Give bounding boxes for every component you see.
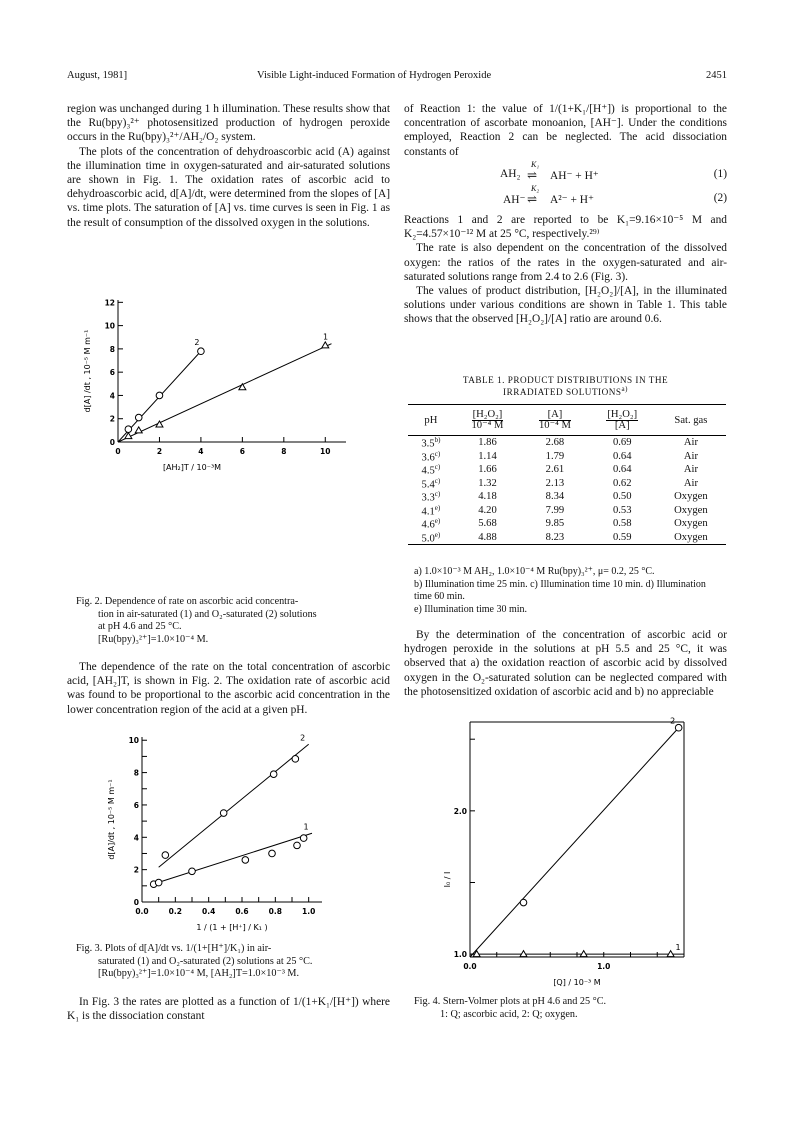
- series-label-1: 1: [303, 822, 309, 832]
- caption-line: [Ru(bpy)₃²⁺]=1.0×10⁻⁴ M.: [98, 633, 209, 645]
- cell-ratio-value: 0.64: [612, 464, 632, 476]
- x-tick-label: 1.0: [302, 907, 316, 916]
- cell-ph-value: 5.4: [421, 479, 435, 491]
- fit-line-2: [470, 728, 679, 957]
- cell-gas-value: Air: [683, 450, 698, 462]
- cell-gas-value: Oxygen: [674, 518, 708, 530]
- cell-h2o2: [454, 450, 521, 464]
- table-1-footnotes: [414, 566, 726, 616]
- cell-ratio: [589, 504, 656, 518]
- table-title-line: TABLE 1. PRODUCT DISTRIBUTIONS IN THE: [462, 375, 669, 385]
- cell-gas: [656, 450, 726, 464]
- cell-h2o2-value: 4.18: [478, 491, 497, 503]
- cell-gas: [656, 436, 726, 450]
- figure-3-caption: [76, 943, 386, 981]
- caption-line: 1: Q; ascorbic acid, 2: Q; oxygen.: [440, 1008, 578, 1020]
- paragraph: The dependence of the rate on the total concentration of ascorbic acid, [AH₂]T, is shown in Fig. 2. The oxidation rate of ascorbic acid was found to be proportional to the ascorbic acid concentration in the lower concentration region of the acid at a given pH.: [67, 661, 390, 716]
- y-axis-label: I₀ / I: [443, 871, 452, 888]
- col-header-a: [521, 405, 588, 436]
- cell-a-value: 7.99: [545, 504, 565, 516]
- x-tick-label: 0.2: [168, 907, 182, 916]
- table-row: [408, 517, 726, 531]
- x-tick-label: 10: [320, 447, 331, 456]
- cell-gas-value: Air: [683, 477, 698, 489]
- data-point-circle: [125, 426, 132, 433]
- cell-ratio-value: 0.53: [612, 504, 632, 516]
- header-num: [H₂O₂]: [607, 408, 638, 420]
- caption-line: Fig. 3. Plots of d[A]/dt vs. 1/(1+[H⁺]/K₁) in air-: [76, 943, 272, 954]
- header-issue-date: August, 1981]: [67, 70, 128, 81]
- paragraph: The rate is also dependent on the concentration of the dissolved oxygen: the ratios of the rates in the oxygen-saturated and air-saturated solutions range from 2.4 to 2.6 (Fig. 3).: [404, 242, 727, 283]
- cell-ph: [408, 463, 454, 477]
- y-tick-label: 2: [133, 865, 139, 875]
- cell-h2o2: [454, 490, 521, 504]
- running-header: [67, 70, 727, 86]
- data-point-circle: [294, 842, 301, 849]
- data-point-circle: [242, 857, 249, 864]
- y-tick-label: 1.0: [453, 950, 467, 960]
- cell-a: [521, 531, 588, 545]
- caption-line: Fig. 4. Stern-Volmer plots at pH 4.6 and 25 °C.: [414, 996, 607, 1007]
- cell-h2o2-value: 1.14: [478, 450, 497, 462]
- eq-left: AH⁻: [503, 194, 526, 206]
- x-tick-label: 6: [239, 447, 245, 456]
- table-1-title: [404, 375, 727, 397]
- cell-ph-footnote-mark: b): [434, 436, 441, 444]
- cell-a-value: 8.34: [545, 491, 565, 503]
- x-tick-label: 0.8: [268, 907, 282, 916]
- eq-number: (2): [713, 192, 727, 204]
- equilibrium-arrow-icon: ⇌: [527, 168, 538, 182]
- eq-right: AH⁻ + H⁺: [550, 170, 599, 182]
- cell-h2o2: [454, 477, 521, 491]
- cell-ratio-value: 0.64: [612, 450, 632, 462]
- series-label-2: 2: [670, 716, 676, 726]
- y-tick-label: 8: [133, 768, 139, 778]
- cell-ratio: [589, 490, 656, 504]
- x-tick-label: 1.0: [597, 962, 611, 971]
- x-tick-label: 0.4: [202, 907, 216, 916]
- cell-ph-footnote-mark: c): [434, 476, 441, 485]
- data-point-circle: [198, 348, 205, 355]
- cell-gas: [656, 504, 726, 518]
- x-axis-label: [Q] / 10⁻³ M: [553, 978, 601, 987]
- cell-ph: [408, 490, 454, 504]
- col-header-h2o2: [454, 405, 521, 436]
- header-den: 10⁻⁴ M: [471, 419, 504, 431]
- data-point-circle: [220, 810, 227, 817]
- cell-ph: [408, 436, 454, 450]
- cell-a-value: 2.61: [545, 464, 565, 476]
- col-header-ratio: [589, 405, 656, 436]
- cell-a: [521, 517, 588, 531]
- cell-h2o2-value: 1.66: [478, 464, 497, 476]
- cell-ph-value: 3.3: [421, 492, 435, 504]
- x-tick-label: 0.0: [463, 962, 477, 971]
- series-label-1: 1: [322, 332, 329, 342]
- cell-ph-footnote-mark: c): [434, 449, 441, 458]
- cell-a: [521, 490, 588, 504]
- paragraph: The values of product distribution, [H₂O₂]/[A], in the illuminated solutions under various conditions are shown in Table 1. This table shows that the observed [H₂O₂]/[A] ratio are around 0.6.: [404, 285, 727, 326]
- series-label-1: 1: [675, 943, 681, 953]
- table-row: [408, 463, 726, 477]
- data-point-circle: [189, 868, 196, 875]
- cell-ratio-value: 0.58: [612, 518, 632, 530]
- eq-left: AH₂: [500, 168, 521, 180]
- cell-ratio-value: 0.50: [612, 491, 632, 503]
- table-title-sup: a): [621, 385, 628, 393]
- table-row: [408, 490, 726, 504]
- footnote: a) 1.0×10⁻³ M AH₂, 1.0×10⁻⁴ M Ru(bpy)₃²⁺, μ= 0.2, 25 °C.: [414, 566, 655, 577]
- y-tick-label: 6: [133, 800, 139, 810]
- cell-h2o2-value: 1.32: [478, 477, 497, 489]
- data-point-circle: [520, 899, 527, 906]
- data-point-circle: [269, 850, 276, 857]
- y-tick-label: 2: [109, 414, 115, 424]
- cell-a: [521, 463, 588, 477]
- left-column-bottom: [67, 995, 390, 1023]
- eq-constant: K₂: [531, 184, 540, 193]
- x-axis-label: 1 / (1 + [H⁺] / K₁ ): [196, 923, 268, 932]
- cell-h2o2: [454, 436, 521, 450]
- cell-h2o2: [454, 504, 521, 518]
- data-point-circle: [155, 879, 162, 886]
- cell-gas-value: Air: [683, 464, 698, 476]
- table-row: [408, 504, 726, 518]
- y-tick-label: 8: [109, 344, 115, 354]
- figure-2-chart: [76, 290, 366, 520]
- cell-ph: [408, 450, 454, 464]
- data-point-circle: [156, 392, 163, 399]
- header-num: [H₂O₂]: [472, 408, 503, 420]
- data-point-triangle: [135, 427, 142, 433]
- cell-ratio: [589, 463, 656, 477]
- x-tick-label: 0: [115, 447, 121, 456]
- paragraph: In Fig. 3 the rates are plotted as a function of 1/(1+K₁/[H⁺]) where K₁ is the dissociation constant: [67, 996, 390, 1023]
- x-tick-label: 0.0: [135, 907, 149, 916]
- y-axis-label: d[A]/dt , 10⁻⁵ M m⁻¹: [107, 779, 116, 860]
- left-column-top: [67, 102, 390, 230]
- table-row: [408, 450, 726, 464]
- cell-ph-footnote-mark: e): [434, 530, 441, 539]
- y-tick-label: 6: [109, 368, 115, 378]
- cell-ratio: [589, 531, 656, 545]
- fit-line-2: [159, 744, 309, 867]
- y-tick-label: 12: [104, 298, 115, 308]
- table-title-line: IRRADIATED SOLUTIONS: [503, 387, 622, 398]
- paragraph: By the determination of the concentration of ascorbic acid or hydrogen peroxide in the solutions at pH 5.5 and 25 °C, it was observed that a) the oxidation reaction of ascorbic acid by dissolved oxygen in the O₂-saturated solution can be neglected compared with the photosensitized oxidation of ascorbic acid and b) no appreciable: [404, 629, 727, 698]
- fit-line-1: [118, 344, 331, 442]
- cell-h2o2: [454, 463, 521, 477]
- cell-a: [521, 450, 588, 464]
- caption-line: at pH 4.6 and 25 °C.: [98, 621, 182, 633]
- equation-1: [404, 160, 727, 182]
- cell-gas: [656, 463, 726, 477]
- y-tick-label: 10: [128, 736, 139, 746]
- data-point-circle: [300, 835, 307, 842]
- cell-ph-footnote-mark: e): [434, 503, 441, 512]
- table-row: [408, 477, 726, 491]
- footnote: b) Illumination time 25 min. c) Illumination time 10 min. d) Illumination time 60 min.: [414, 578, 706, 602]
- cell-ph-value: 4.1: [421, 506, 435, 518]
- cell-ph-value: 4.5: [421, 465, 435, 477]
- right-column-top: [404, 102, 727, 159]
- figure-4-caption: [414, 996, 724, 1021]
- table-1: [408, 404, 726, 545]
- cell-a: [521, 436, 588, 450]
- y-tick-label: 0: [133, 898, 139, 907]
- y-tick-label: 4: [109, 391, 115, 401]
- figure-3-chart: [80, 728, 370, 936]
- equation-2: [404, 184, 727, 206]
- y-tick-label: 2.0: [453, 806, 467, 816]
- cell-ph: [408, 531, 454, 545]
- y-axis-label: d[A] /dt , 10⁻⁵ M m⁻¹: [83, 329, 92, 413]
- table-row: [408, 531, 726, 545]
- y-tick-label: 4: [133, 833, 139, 843]
- eq-right: A²⁻ + H⁺: [550, 194, 595, 206]
- cell-ph-footnote-mark: e): [434, 517, 441, 526]
- cell-h2o2-value: 5.68: [478, 518, 497, 530]
- eq-number: (1): [713, 168, 727, 180]
- cell-ratio: [589, 517, 656, 531]
- header-page-number: 2451: [706, 70, 727, 81]
- y-tick-label: 10: [104, 321, 115, 331]
- data-point-triangle: [239, 384, 246, 390]
- caption-line: tion in air-saturated (1) and O₂-saturated (2) solutions: [98, 608, 317, 620]
- header-den: [A]: [614, 419, 630, 431]
- data-point-circle: [270, 771, 277, 778]
- cell-gas: [656, 531, 726, 545]
- cell-ratio-value: 0.62: [612, 477, 632, 489]
- cell-ph: [408, 504, 454, 518]
- cell-ph: [408, 477, 454, 491]
- cell-gas-value: Oxygen: [674, 491, 708, 503]
- cell-gas: [656, 517, 726, 531]
- cell-h2o2: [454, 531, 521, 545]
- caption-line: saturated (1) and O₂-saturated (2) solutions at 25 °C.: [98, 955, 313, 967]
- eq-constant: K₁: [531, 160, 540, 169]
- paragraph: of Reaction 1: the value of 1/(1+K₁/[H⁺]) is proportional to the concentration of ascorbate monoanion, [AH⁻]. Under the conditions employed, Reaction 2 can be neglected. The acid dissociation constants of: [404, 103, 727, 158]
- right-column-bottom: [404, 628, 727, 699]
- cell-ph-value: 4.6: [421, 519, 435, 531]
- x-tick-label: 8: [281, 447, 287, 456]
- cell-ratio-value: 0.69: [612, 437, 632, 449]
- cell-ratio-value: 0.59: [612, 531, 632, 543]
- x-tick-label: 2: [156, 447, 163, 456]
- header-den: 10⁻⁴ M: [538, 419, 571, 431]
- cell-a-value: 2.13: [545, 477, 565, 489]
- paragraph: region was unchanged during 1 h illumination. These results show that the Ru(bpy)₃²⁺ photosensitized production of hydrogen peroxide occurs in the Ru(bpy)₃²⁺/AH₂/O₂ system.: [67, 103, 390, 144]
- cell-gas: [656, 477, 726, 491]
- footnote: e) Illumination time 30 min.: [414, 603, 528, 615]
- series-label-2: 2: [194, 337, 200, 347]
- cell-ratio: [589, 450, 656, 464]
- col-header-ph: pH: [408, 405, 454, 436]
- cell-ratio: [589, 477, 656, 491]
- data-point-circle: [675, 724, 682, 731]
- cell-ph-value: 3.5: [421, 438, 435, 450]
- cell-ph-footnote-mark: c): [434, 463, 441, 472]
- table-row: [408, 436, 726, 450]
- cell-ph-value: 3.6: [421, 452, 435, 464]
- left-column-middle: [67, 660, 390, 717]
- caption-line: Fig. 2. Dependence of rate on ascorbic acid concentra-: [76, 596, 299, 607]
- header-num: [A]: [539, 410, 571, 421]
- cell-gas-value: Oxygen: [674, 531, 708, 543]
- y-tick-label: 0: [109, 438, 115, 447]
- data-point-circle: [292, 756, 299, 763]
- series-label-2: 2: [300, 733, 306, 743]
- cell-ph: [408, 517, 454, 531]
- header-article-title: Visible Light-induced Formation of Hydrogen Peroxide: [257, 70, 492, 81]
- cell-h2o2-value: 4.20: [478, 504, 497, 516]
- cell-gas: [656, 490, 726, 504]
- x-axis-label: [AH₂]T / 10⁻³M: [162, 463, 222, 472]
- cell-ratio: [589, 436, 656, 450]
- figure-4-chart: [440, 716, 700, 996]
- data-point-circle: [162, 852, 169, 859]
- caption-line: [Ru(bpy)₃²⁺]=1.0×10⁻⁴ M, [AH₂]T=1.0×10⁻³ M.: [98, 968, 300, 980]
- cell-h2o2-value: 4.88: [478, 531, 497, 543]
- cell-ph-value: 5.0: [421, 533, 435, 545]
- paragraph: Reactions 1 and 2 are reported to be K₁=9.16×10⁻⁵ M and K₂=4.57×10⁻¹² M at 25 °C, respectively.²⁹⁾: [404, 214, 727, 241]
- right-column-mid: [404, 213, 727, 327]
- paragraph: The plots of the concentration of dehydroascorbic acid (A) against the illumination time in oxygen-saturated and air-saturated solutions are shown in Fig. 1. The oxidation rates of ascorbic acid to dehydroascorbic acid, d[A]/dt, were determined from the slopes of [A] vs. time plots. The saturation of [A] vs. time curves is seen in Fig. 1 as the result of consumption of the dissolved oxygen in the solutions.: [67, 145, 390, 229]
- cell-h2o2: [454, 517, 521, 531]
- cell-gas-value: Air: [683, 437, 698, 449]
- cell-a: [521, 477, 588, 491]
- cell-a-value: 9.85: [545, 518, 565, 530]
- data-point-circle: [135, 414, 142, 421]
- equilibrium-arrow-icon: ⇌: [527, 192, 538, 206]
- cell-a: [521, 504, 588, 518]
- fit-line-1: [150, 833, 312, 885]
- cell-a-value: 8.23: [545, 531, 565, 543]
- x-tick-label: 0.6: [235, 907, 249, 916]
- cell-ph-footnote-mark: c): [434, 490, 441, 499]
- cell-h2o2-value: 1.86: [478, 437, 497, 449]
- figure-2-caption: [76, 596, 376, 646]
- col-header-gas: Sat. gas: [656, 405, 726, 436]
- cell-gas-value: Oxygen: [674, 504, 708, 516]
- cell-a-value: 2.68: [545, 437, 565, 449]
- cell-a-value: 1.79: [545, 450, 565, 462]
- x-tick-label: 4: [198, 447, 204, 456]
